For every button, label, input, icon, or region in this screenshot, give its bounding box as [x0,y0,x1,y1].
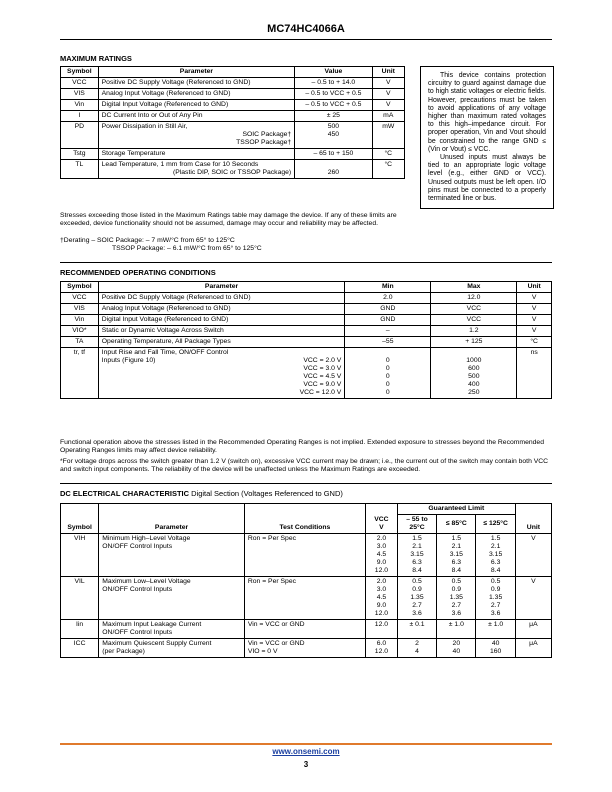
symbol-cell: Tstg [61,149,99,160]
parameter-text: ON/OFF Control Inputs [102,586,173,593]
parameter-text: Minimum High–Level Voltage [102,535,191,542]
table-row [61,315,552,326]
limit-value: 3.15 [410,551,424,558]
col-vcc-label: VCC [374,516,389,523]
limit-value: 3.15 [449,551,463,558]
table-row [61,122,405,149]
parameter-text: (Plastic DIP, SOIC or TSSOP Package) [172,169,292,176]
dc-table [60,503,552,658]
symbol-cell: VIS [61,304,99,315]
table-row [61,326,552,337]
limit-value: 40 [452,648,461,655]
condition-text: VCC = 9.0 V [303,381,342,388]
unit-cell: V [372,89,404,100]
condition-text: VCC = 2.0 V [303,357,342,364]
max-text: 1000 [466,357,482,364]
col-temp-125: ≤ 125°C [476,515,515,534]
max-text: 250 [468,389,480,396]
condition-text: VCC = 3.0 V [303,365,342,372]
max-cell: 12.0 [431,293,517,304]
symbol-cell: TL [61,160,99,179]
table-row [61,304,552,315]
vcc-value: 3.0 [376,543,387,550]
parameter-cell [98,160,295,179]
col-symbol: Symbol [61,282,99,293]
parameter-cell [99,534,245,577]
value-text: 500 [327,123,340,130]
limit-value: 1.35 [489,594,503,601]
unit-cell: °C [517,337,552,348]
limit-value: 2.7 [451,602,462,609]
limit-cell [476,639,515,658]
test-condition-text: Vin = VCC or GND [247,621,305,628]
dc-title: DC ELECTRICAL CHARACTERISTIC [60,489,190,498]
value-cell [295,122,372,149]
parameter-cell [98,348,345,399]
test-condition-text: VIO = 0 V [247,648,278,655]
dc-subtitle: Digital Section (Voltages Referenced to GND) [191,489,343,498]
unit-cell: °C [372,160,404,179]
rec-op-title: RECOMMENDED OPERATING CONDITIONS [60,268,216,277]
limit-value: 0.9 [412,586,422,593]
limit-value: ± 1.0 [488,621,504,628]
test-condition-cell [244,620,365,639]
limit-value: 0.5 [412,578,422,585]
limit-value: 40 [491,640,500,647]
vcc-cell [365,577,397,620]
unit-cell: μA [515,620,551,639]
col-unit: Unit [372,67,404,78]
limit-value: 8.4 [412,567,422,574]
limit-cell [397,577,436,620]
max-cell [431,348,517,399]
parameter-cell: Positive DC Supply Voltage (Referenced to GND) [98,293,345,304]
limit-value: 0.5 [451,578,462,585]
parameter-cell [98,149,295,160]
parameter-cell [98,100,295,111]
min-text: 0 [385,365,390,372]
parameter-text: Storage Temperature [101,150,166,157]
value-text: 450 [327,131,340,138]
limit-value: 20 [452,640,461,647]
limit-cell [476,620,515,639]
symbol-cell: ICC [61,639,99,658]
vcc-value: 12.0 [374,648,389,655]
symbol-cell: Iin [61,620,99,639]
col-symbol: Symbol [61,67,99,78]
parameter-text: Inputs (Figure 10) [101,357,156,364]
header-rule [60,39,552,40]
table-header-row [61,282,552,293]
limit-value: 0.9 [490,586,501,593]
parameter-text: Maximum Quiescent Supply Current [102,640,212,647]
limit-value: 6.3 [490,559,501,566]
vcc-value: 9.0 [376,602,387,609]
limit-cell [437,639,476,658]
max-cell: VCC [431,315,517,326]
parameter-cell: Analog Input Voltage (Referenced to GND) [98,304,345,315]
min-text: 0 [385,381,390,388]
limit-cell [437,534,476,577]
limit-cell [437,577,476,620]
test-condition-cell [244,534,365,577]
col-temp-25: – 55 to 25°C [397,515,436,534]
table-row [61,639,552,658]
parameter-cell: Digital Input Voltage (Referenced to GND) [98,315,345,326]
vcc-cell [365,620,397,639]
esd-caution-box [420,66,554,209]
limit-value: ± 1.0 [448,621,464,628]
max-ratings-note: Stresses exceeding those listed in the Maximum Ratings table may damage the device. If any of these limits are exceeded, device functionality should not be assumed, damage may occur and reliability may be affected. [60,212,397,227]
min-text: 0 [385,373,390,380]
max-ratings-title: MAXIMUM RATINGS [60,54,132,63]
table-row [61,337,552,348]
limit-value: 2 [415,640,419,647]
min-cell: GND [345,315,431,326]
dc-title-line [60,489,343,498]
footer-rule [60,743,552,745]
limit-value: 1.5 [412,535,422,542]
parameter-text: Maximum Input Leakage Current [102,621,202,628]
limit-value: 2.7 [490,602,501,609]
symbol-cell: PD [61,122,99,149]
vcc-value: 9.0 [376,559,387,566]
limit-value: 8.4 [451,567,462,574]
part-number-header: MC74HC4066A [267,23,345,35]
value-cell [295,160,372,179]
vcc-value: 12.0 [374,610,389,617]
parameter-cell [98,122,295,149]
col-unit: Unit [515,504,551,534]
unit-cell: V [517,293,552,304]
parameter-cell [98,89,295,100]
parameter-cell [99,577,245,620]
table-row [61,160,405,179]
unit-cell: V [515,534,551,577]
limit-value: 2.7 [412,602,422,609]
min-cell: –55 [345,337,431,348]
value-text: ± 25 [326,112,340,119]
vcc-value: 3.0 [376,586,387,593]
value-text: – 65 to + 150 [313,150,354,157]
vio-footnote: *For voltage drops across the switch greater than 1.2 V (switch on), excessive VCC current may be drawn; i.e., the current out of the switch may contain both VCC and switch input components. The reliability of the device will be unaffected unless the Maximum Ratings are exceeded. [60,458,549,473]
parameter-text: Power Dissipation in Still Air, [101,123,188,130]
parameter-text: (per Package) [102,648,145,655]
col-vcc-unit: V [379,524,384,531]
vcc-value: 2.0 [376,535,387,542]
unit-cell: V [517,326,552,337]
vcc-value: 4.5 [376,551,387,558]
unit-cell: mW [372,122,404,149]
symbol-cell: tr, tf [61,348,99,399]
value-text: 260 [327,169,340,176]
table-row [61,577,552,620]
table-row [61,78,405,89]
value-cell [295,149,372,160]
limit-value: ± 0.1 [409,621,425,628]
value-text: – 0.5 to VCC + 0.5 [305,101,362,108]
limit-value: 4 [415,648,419,655]
rec-op-note: Functional operation above the stresses listed in the Recommended Operating Ranges is not implied. Extended exposure to stresses beyond the Recommended Operating Ranges limits may affect device reliability. [60,439,544,454]
derating-soic-note: †Derating – SOIC Package: – 7 mW/°C from 65° to 125°C [60,237,235,244]
limit-value: 1.35 [410,594,424,601]
vcc-value: 4.5 [376,594,387,601]
col-parameter: Parameter [98,282,345,293]
limit-value: 2.1 [412,543,422,550]
vcc-value: 2.0 [376,578,387,585]
max-text: 500 [468,373,480,380]
col-max: Max [431,282,517,293]
unit-cell: V [515,577,551,620]
parameter-text: ON/OFF Control Inputs [102,543,173,550]
value-cell [295,78,372,89]
col-vcc [365,504,397,534]
limit-value: 3.15 [489,551,503,558]
min-cell: 2.0 [345,293,431,304]
vcc-cell [365,534,397,577]
parameter-text: Positive DC Supply Voltage (Referenced to GND) [101,79,251,86]
symbol-cell: VIH [61,534,99,577]
symbol-cell: VIO* [61,326,99,337]
min-text: 0 [385,389,390,396]
value-cell [295,111,372,122]
test-condition-text: Vin = VCC or GND [247,640,305,647]
symbol-cell: VIS [61,89,99,100]
max-cell: + 125 [431,337,517,348]
vcc-value: 12.0 [374,567,389,574]
col-parameter: Parameter [99,504,245,534]
esd-caution-paragraph: This device contains protection circuitry to guard against damage due to high static voltages or electric fields. However, precautions must be taken to avoid applications of any voltage higher than maximum rated voltages to this high–impedance circuit. For proper operation, Vin and Vout should be constrained to the range GND ≤ (Vin or Vout) ≤ VCC. [428,72,546,153]
parameter-cell [99,639,245,658]
parameter-text: Input Rise and Fall Time, ON/OFF Control [101,349,229,356]
symbol-cell: I [61,111,99,122]
unit-cell: °C [372,149,404,160]
col-parameter: Parameter [98,67,295,78]
value-text: – 0.5 to VCC + 0.5 [305,90,362,97]
unit-cell: V [372,100,404,111]
parameter-text: Analog Input Voltage (Referenced to GND) [101,90,231,97]
limit-value: 1.5 [451,535,462,542]
parameter-text: ON/OFF Control Inputs [102,629,173,636]
test-condition-cell [244,577,365,620]
max-ratings-table [60,66,405,179]
col-temp-85: ≤ 85°C [437,515,476,534]
vcc-cell [365,639,397,658]
table-row [61,100,405,111]
min-cell: – [345,326,431,337]
symbol-cell: Vin [61,100,99,111]
test-condition-cell [244,639,365,658]
parameter-text: SOIC Package† [242,131,292,138]
col-test-conditions: Test Conditions [244,504,365,534]
parameter-cell [98,78,295,89]
symbol-cell: VIL [61,577,99,620]
table-row [61,89,405,100]
max-text: 400 [468,381,480,388]
max-cell: VCC [431,304,517,315]
parameter-cell: Operating Temperature, All Package Types [98,337,345,348]
test-condition-text: Ron = Per Spec [247,578,297,585]
vcc-value: 6.0 [376,640,387,647]
table-row [61,111,405,122]
limit-value: 8.4 [490,567,501,574]
derating-tssop-note: TSSOP Package: – 6.1 mW/°C from 65° to 125°C [112,245,262,252]
table-row [61,293,552,304]
min-text: 0 [385,357,390,364]
unit-cell: V [372,78,404,89]
limit-value: 160 [489,648,502,655]
page-number: 3 [303,760,309,769]
col-value: Value [295,67,372,78]
symbol-cell: Vin [61,315,99,326]
col-guaranteed-limit: Guaranteed Limit [397,504,515,515]
website-link[interactable]: www.onsemi.com [272,747,340,756]
limit-cell [397,639,436,658]
parameter-text: Digital Input Voltage (Referenced to GND) [101,101,229,108]
parameter-text: Maximum Low–Level Voltage [102,578,191,585]
limit-cell [397,534,436,577]
unused-inputs-paragraph: Unused inputs must always be tied to an appropriate logic voltage level (e.g., either GND or VCC). Unused outputs must be left open. I/O pins must be connected to a properly terminated line or bus. [428,154,546,203]
limit-value: 2.1 [451,543,462,550]
limit-cell [476,534,515,577]
unit-cell: V [517,315,552,326]
symbol-cell: VCC [61,293,99,304]
section-rule [60,262,552,263]
value-cell [295,100,372,111]
section-rule [60,483,552,484]
condition-text: VCC = 4.5 V [303,373,342,380]
limit-cell [397,620,436,639]
limit-value: 1.35 [449,594,463,601]
table-header-row [61,67,405,78]
col-symbol: Symbol [61,504,99,534]
table-row [61,620,552,639]
limit-value: 6.3 [451,559,462,566]
limit-value: 3.6 [451,610,462,617]
min-cell: GND [345,304,431,315]
limit-value: 6.3 [412,559,422,566]
limit-value: 0.9 [451,586,462,593]
unit-cell: μA [515,639,551,658]
max-cell: 1.2 [431,326,517,337]
table-row [61,348,552,399]
unit-cell: ns [517,348,552,399]
table-row [61,534,552,577]
col-min: Min [345,282,431,293]
parameter-cell [98,111,295,122]
symbol-cell: TA [61,337,99,348]
vcc-value: 12.0 [374,621,389,628]
col-unit: Unit [517,282,552,293]
limit-value: 3.6 [490,610,501,617]
table-row [61,149,405,160]
min-cell [345,348,431,399]
value-cell [295,89,372,100]
limit-value: 0.5 [490,578,501,585]
parameter-text: DC Current Into or Out of Any Pin [101,112,203,119]
table-header-row [61,504,552,515]
max-text: 600 [468,365,480,372]
limit-cell [437,620,476,639]
parameter-cell: Static or Dynamic Voltage Across Switch [98,326,345,337]
test-condition-text: Ron = Per Spec [247,535,297,542]
parameter-cell [99,620,245,639]
limit-value: 3.6 [412,610,422,617]
symbol-cell: VCC [61,78,99,89]
limit-value: 1.5 [490,535,501,542]
parameter-text: TSSOP Package† [236,139,292,146]
parameter-text: Lead Temperature, 1 mm from Case for 10 Seconds [101,161,259,168]
limit-cell [476,577,515,620]
rec-op-table [60,281,552,399]
limit-value: 2.1 [490,543,501,550]
condition-text: VCC = 12.0 V [299,389,342,396]
value-text: – 0.5 to + 14.0 [311,79,356,86]
unit-cell: mA [372,111,404,122]
unit-cell: V [517,304,552,315]
